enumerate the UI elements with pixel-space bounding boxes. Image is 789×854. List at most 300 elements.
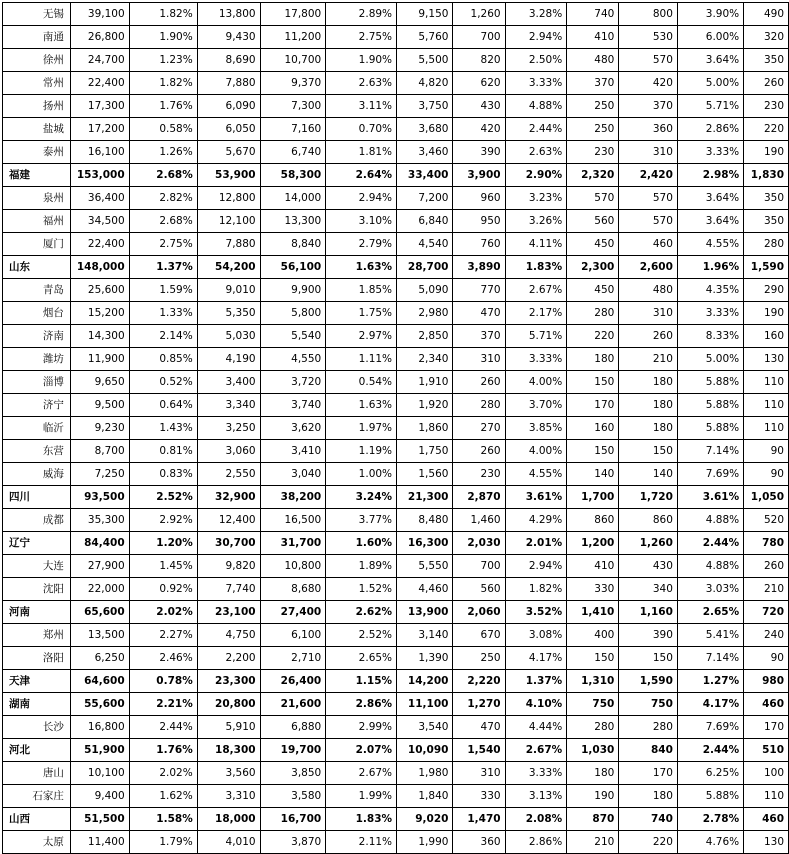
value-cell: 2,550 — [197, 463, 260, 486]
value-cell: 4.11% — [505, 233, 567, 256]
city-name-cell: 南通 — [3, 26, 71, 49]
value-cell: 250 — [567, 95, 619, 118]
value-cell: 2.64% — [326, 164, 397, 187]
table-row — [3, 233, 789, 256]
value-cell: 2,420 — [619, 164, 678, 187]
value-cell: 270 — [453, 417, 505, 440]
value-cell: 2.99% — [326, 716, 397, 739]
value-cell: 2,980 — [397, 302, 453, 325]
value-cell: 19,700 — [260, 739, 326, 762]
value-cell: 2.79% — [326, 233, 397, 256]
value-cell: 4.35% — [677, 279, 743, 302]
table-row — [3, 785, 789, 808]
value-cell: 2,030 — [453, 532, 505, 555]
value-cell: 720 — [744, 601, 789, 624]
city-name-cell: 成都 — [3, 509, 71, 532]
value-cell: 24,700 — [70, 49, 129, 72]
value-cell: 3.90% — [677, 3, 743, 26]
value-cell: 21,600 — [260, 693, 326, 716]
value-cell: 860 — [619, 509, 678, 532]
value-cell: 35,300 — [70, 509, 129, 532]
value-cell: 2.44% — [677, 532, 743, 555]
value-cell: 3.10% — [326, 210, 397, 233]
value-cell: 7.69% — [677, 463, 743, 486]
value-cell: 280 — [744, 233, 789, 256]
value-cell: 3.64% — [677, 210, 743, 233]
value-cell: 2.44% — [677, 739, 743, 762]
city-name-cell: 石家庄 — [3, 785, 71, 808]
value-cell: 2.94% — [505, 555, 567, 578]
value-cell: 0.92% — [129, 578, 197, 601]
value-cell: 4,010 — [197, 831, 260, 854]
value-cell: 15,200 — [70, 302, 129, 325]
region-name-cell: 河北 — [3, 739, 71, 762]
value-cell: 2.82% — [129, 187, 197, 210]
value-cell: 1.83% — [326, 808, 397, 831]
value-cell: 210 — [744, 578, 789, 601]
table-row — [3, 72, 789, 95]
value-cell: 4.17% — [677, 693, 743, 716]
value-cell: 350 — [744, 187, 789, 210]
value-cell: 4.29% — [505, 509, 567, 532]
value-cell: 3.11% — [326, 95, 397, 118]
value-cell: 32,900 — [197, 486, 260, 509]
city-name-cell: 潍坊 — [3, 348, 71, 371]
value-cell: 54,200 — [197, 256, 260, 279]
table-row — [3, 578, 789, 601]
value-cell: 1,700 — [567, 486, 619, 509]
value-cell: 4,190 — [197, 348, 260, 371]
value-cell: 1.37% — [129, 256, 197, 279]
value-cell: 260 — [619, 325, 678, 348]
table-row — [3, 624, 789, 647]
value-cell: 3,890 — [453, 256, 505, 279]
value-cell: 90 — [744, 463, 789, 486]
value-cell: 17,200 — [70, 118, 129, 141]
value-cell: 10,700 — [260, 49, 326, 72]
value-cell: 7,200 — [397, 187, 453, 210]
value-cell: 9,430 — [197, 26, 260, 49]
value-cell: 0.83% — [129, 463, 197, 486]
value-cell: 220 — [619, 831, 678, 854]
value-cell: 11,900 — [70, 348, 129, 371]
value-cell: 9,400 — [70, 785, 129, 808]
value-cell: 800 — [619, 3, 678, 26]
value-cell: 180 — [567, 348, 619, 371]
value-cell: 290 — [744, 279, 789, 302]
value-cell: 700 — [453, 555, 505, 578]
value-cell: 5,670 — [197, 141, 260, 164]
value-cell: 4,460 — [397, 578, 453, 601]
value-cell: 6,250 — [70, 647, 129, 670]
value-cell: 2.02% — [129, 601, 197, 624]
value-cell: 3.03% — [677, 578, 743, 601]
value-cell: 2.68% — [129, 164, 197, 187]
value-cell: 180 — [619, 417, 678, 440]
city-name-cell: 洛阳 — [3, 647, 71, 670]
value-cell: 3.33% — [677, 141, 743, 164]
value-cell: 2.62% — [326, 601, 397, 624]
value-cell: 16,800 — [70, 716, 129, 739]
value-cell: 1,750 — [397, 440, 453, 463]
value-cell: 9,370 — [260, 72, 326, 95]
table-row-region — [3, 601, 789, 624]
value-cell: 5,030 — [197, 325, 260, 348]
value-cell: 1.19% — [326, 440, 397, 463]
table-row — [3, 509, 789, 532]
value-cell: 3,900 — [453, 164, 505, 187]
table-row — [3, 647, 789, 670]
value-cell: 36,400 — [70, 187, 129, 210]
value-cell: 2.63% — [505, 141, 567, 164]
value-cell: 2.94% — [505, 26, 567, 49]
value-cell: 11,200 — [260, 26, 326, 49]
value-cell: 390 — [453, 141, 505, 164]
value-cell: 26,400 — [260, 670, 326, 693]
value-cell: 1.15% — [326, 670, 397, 693]
table-row-region — [3, 164, 789, 187]
value-cell: 2,870 — [453, 486, 505, 509]
value-cell: 3.13% — [505, 785, 567, 808]
value-cell: 110 — [744, 785, 789, 808]
table-row — [3, 95, 789, 118]
value-cell: 5.88% — [677, 394, 743, 417]
value-cell: 230 — [567, 141, 619, 164]
value-cell: 27,400 — [260, 601, 326, 624]
value-cell: 2.08% — [505, 808, 567, 831]
value-cell: 2.67% — [326, 762, 397, 785]
table-row — [3, 716, 789, 739]
value-cell: 2,220 — [453, 670, 505, 693]
value-cell: 310 — [453, 762, 505, 785]
value-cell: 6.25% — [677, 762, 743, 785]
value-cell: 4.88% — [505, 95, 567, 118]
value-cell: 5.41% — [677, 624, 743, 647]
value-cell: 840 — [619, 739, 678, 762]
value-cell: 3,310 — [197, 785, 260, 808]
value-cell: 34,500 — [70, 210, 129, 233]
value-cell: 4,550 — [260, 348, 326, 371]
value-cell: 9,020 — [397, 808, 453, 831]
value-cell: 1.59% — [129, 279, 197, 302]
value-cell: 8,700 — [70, 440, 129, 463]
value-cell: 2.21% — [129, 693, 197, 716]
value-cell: 1,270 — [453, 693, 505, 716]
value-cell: 1,990 — [397, 831, 453, 854]
value-cell: 260 — [744, 555, 789, 578]
value-cell: 2.86% — [677, 118, 743, 141]
value-cell: 7.69% — [677, 716, 743, 739]
value-cell: 5,500 — [397, 49, 453, 72]
value-cell: 4,540 — [397, 233, 453, 256]
value-cell: 2,340 — [397, 348, 453, 371]
city-name-cell: 威海 — [3, 463, 71, 486]
value-cell: 1.83% — [505, 256, 567, 279]
value-cell: 51,500 — [70, 808, 129, 831]
value-cell: 390 — [619, 624, 678, 647]
value-cell: 3.52% — [505, 601, 567, 624]
value-cell: 150 — [567, 440, 619, 463]
value-cell: 2.86% — [326, 693, 397, 716]
value-cell: 22,400 — [70, 233, 129, 256]
value-cell: 4.88% — [677, 509, 743, 532]
table-row — [3, 141, 789, 164]
value-cell: 1.99% — [326, 785, 397, 808]
value-cell: 0.70% — [326, 118, 397, 141]
value-cell: 460 — [744, 693, 789, 716]
value-cell: 770 — [453, 279, 505, 302]
value-cell: 9,900 — [260, 279, 326, 302]
value-cell: 1,590 — [619, 670, 678, 693]
value-cell: 6,840 — [397, 210, 453, 233]
value-cell: 56,100 — [260, 256, 326, 279]
value-cell: 1.90% — [129, 26, 197, 49]
value-cell: 12,400 — [197, 509, 260, 532]
value-cell: 2.01% — [505, 532, 567, 555]
region-name-cell: 湖南 — [3, 693, 71, 716]
city-name-cell: 盐城 — [3, 118, 71, 141]
value-cell: 5,760 — [397, 26, 453, 49]
value-cell: 5,800 — [260, 302, 326, 325]
table-row — [3, 440, 789, 463]
value-cell: 58,300 — [260, 164, 326, 187]
value-cell: 2.11% — [326, 831, 397, 854]
value-cell: 38,200 — [260, 486, 326, 509]
value-cell: 170 — [567, 394, 619, 417]
city-name-cell: 扬州 — [3, 95, 71, 118]
value-cell: 260 — [744, 72, 789, 95]
table-row — [3, 279, 789, 302]
value-cell: 350 — [744, 49, 789, 72]
value-cell: 2,850 — [397, 325, 453, 348]
value-cell: 3,400 — [197, 371, 260, 394]
value-cell: 1.63% — [326, 256, 397, 279]
value-cell: 3.28% — [505, 3, 567, 26]
table-row — [3, 187, 789, 210]
value-cell: 110 — [744, 394, 789, 417]
value-cell: 620 — [453, 72, 505, 95]
value-cell: 1,390 — [397, 647, 453, 670]
value-cell: 6,050 — [197, 118, 260, 141]
value-cell: 4.17% — [505, 647, 567, 670]
value-cell: 4.00% — [505, 371, 567, 394]
value-cell: 148,000 — [70, 256, 129, 279]
value-cell: 370 — [619, 95, 678, 118]
value-cell: 7.14% — [677, 440, 743, 463]
value-cell: 25,600 — [70, 279, 129, 302]
value-cell: 1.27% — [677, 670, 743, 693]
value-cell: 1,460 — [453, 509, 505, 532]
value-cell: 3,250 — [197, 417, 260, 440]
value-cell: 1.75% — [326, 302, 397, 325]
value-cell: 560 — [567, 210, 619, 233]
value-cell: 3.23% — [505, 187, 567, 210]
value-cell: 820 — [453, 49, 505, 72]
value-cell: 150 — [567, 371, 619, 394]
value-cell: 9,150 — [397, 3, 453, 26]
value-cell: 530 — [619, 26, 678, 49]
value-cell: 9,010 — [197, 279, 260, 302]
value-cell: 3,410 — [260, 440, 326, 463]
value-cell: 28,700 — [397, 256, 453, 279]
value-cell: 330 — [567, 578, 619, 601]
value-cell: 23,300 — [197, 670, 260, 693]
value-cell: 8,840 — [260, 233, 326, 256]
value-cell: 1.52% — [326, 578, 397, 601]
value-cell: 6,090 — [197, 95, 260, 118]
value-cell: 3,850 — [260, 762, 326, 785]
value-cell: 1.45% — [129, 555, 197, 578]
value-cell: 5,540 — [260, 325, 326, 348]
value-cell: 280 — [453, 394, 505, 417]
value-cell: 2.92% — [129, 509, 197, 532]
value-cell: 570 — [567, 187, 619, 210]
value-cell: 14,300 — [70, 325, 129, 348]
value-cell: 5.00% — [677, 348, 743, 371]
value-cell: 150 — [619, 440, 678, 463]
value-cell: 220 — [744, 118, 789, 141]
value-cell: 84,400 — [70, 532, 129, 555]
value-cell: 3.33% — [505, 72, 567, 95]
region-name-cell: 福建 — [3, 164, 71, 187]
table-row — [3, 325, 789, 348]
value-cell: 3,540 — [397, 716, 453, 739]
value-cell: 210 — [619, 348, 678, 371]
value-cell: 26,800 — [70, 26, 129, 49]
value-cell: 470 — [453, 302, 505, 325]
value-cell: 3.24% — [326, 486, 397, 509]
value-cell: 1,260 — [619, 532, 678, 555]
value-cell: 750 — [567, 693, 619, 716]
city-name-cell: 泉州 — [3, 187, 71, 210]
region-name-cell: 天津 — [3, 670, 71, 693]
table-row-region — [3, 532, 789, 555]
value-cell: 65,600 — [70, 601, 129, 624]
table-row — [3, 3, 789, 26]
value-cell: 1.90% — [326, 49, 397, 72]
value-cell: 1.11% — [326, 348, 397, 371]
value-cell: 3.64% — [677, 187, 743, 210]
value-cell: 570 — [619, 187, 678, 210]
value-cell: 20,800 — [197, 693, 260, 716]
value-cell: 420 — [453, 118, 505, 141]
value-cell: 560 — [453, 578, 505, 601]
value-cell: 5,550 — [397, 555, 453, 578]
value-cell: 5,090 — [397, 279, 453, 302]
value-cell: 110 — [744, 371, 789, 394]
value-cell: 260 — [453, 440, 505, 463]
value-cell: 22,000 — [70, 578, 129, 601]
value-cell: 1,830 — [744, 164, 789, 187]
value-cell: 7,250 — [70, 463, 129, 486]
value-cell: 93,500 — [70, 486, 129, 509]
value-cell: 180 — [619, 785, 678, 808]
value-cell: 1,310 — [567, 670, 619, 693]
value-cell: 10,800 — [260, 555, 326, 578]
value-cell: 16,300 — [397, 532, 453, 555]
value-cell: 3,060 — [197, 440, 260, 463]
value-cell: 14,200 — [397, 670, 453, 693]
value-cell: 6,100 — [260, 624, 326, 647]
table-row-region — [3, 808, 789, 831]
value-cell: 370 — [453, 325, 505, 348]
value-cell: 130 — [744, 831, 789, 854]
value-cell: 9,820 — [197, 555, 260, 578]
value-cell: 0.64% — [129, 394, 197, 417]
value-cell: 2,060 — [453, 601, 505, 624]
city-name-cell: 临沂 — [3, 417, 71, 440]
value-cell: 13,500 — [70, 624, 129, 647]
value-cell: 1.82% — [129, 72, 197, 95]
value-cell: 170 — [619, 762, 678, 785]
value-cell: 1,840 — [397, 785, 453, 808]
value-cell: 0.58% — [129, 118, 197, 141]
value-cell: 5.88% — [677, 371, 743, 394]
value-cell: 4.10% — [505, 693, 567, 716]
value-cell: 2.44% — [129, 716, 197, 739]
value-cell: 1.76% — [129, 95, 197, 118]
value-cell: 13,300 — [260, 210, 326, 233]
value-cell: 2.63% — [326, 72, 397, 95]
value-cell: 5.88% — [677, 417, 743, 440]
value-cell: 280 — [619, 716, 678, 739]
value-cell: 1.37% — [505, 670, 567, 693]
value-cell: 1,200 — [567, 532, 619, 555]
value-cell: 330 — [453, 785, 505, 808]
value-cell: 750 — [619, 693, 678, 716]
value-cell: 360 — [619, 118, 678, 141]
value-cell: 0.52% — [129, 371, 197, 394]
value-cell: 8,480 — [397, 509, 453, 532]
table-row — [3, 417, 789, 440]
value-cell: 21,300 — [397, 486, 453, 509]
city-name-cell: 徐州 — [3, 49, 71, 72]
value-cell: 16,700 — [260, 808, 326, 831]
value-cell: 160 — [567, 417, 619, 440]
value-cell: 7.14% — [677, 647, 743, 670]
value-cell: 1.60% — [326, 532, 397, 555]
table-row — [3, 49, 789, 72]
value-cell: 16,500 — [260, 509, 326, 532]
table-row-region — [3, 256, 789, 279]
value-cell: 340 — [619, 578, 678, 601]
value-cell: 2.78% — [677, 808, 743, 831]
value-cell: 6,740 — [260, 141, 326, 164]
value-cell: 9,500 — [70, 394, 129, 417]
table-row-region — [3, 693, 789, 716]
value-cell: 1,860 — [397, 417, 453, 440]
value-cell: 140 — [567, 463, 619, 486]
value-cell: 1.79% — [129, 831, 197, 854]
value-cell: 3,740 — [260, 394, 326, 417]
value-cell: 190 — [744, 141, 789, 164]
value-cell: 8,680 — [260, 578, 326, 601]
value-cell: 740 — [619, 808, 678, 831]
value-cell: 480 — [619, 279, 678, 302]
city-name-cell: 大连 — [3, 555, 71, 578]
value-cell: 460 — [744, 808, 789, 831]
value-cell: 3.33% — [505, 348, 567, 371]
region-name-cell: 山东 — [3, 256, 71, 279]
region-name-cell: 辽宁 — [3, 532, 71, 555]
value-cell: 7,740 — [197, 578, 260, 601]
value-cell: 8,690 — [197, 49, 260, 72]
value-cell: 310 — [619, 302, 678, 325]
value-cell: 320 — [744, 26, 789, 49]
value-cell: 1,260 — [453, 3, 505, 26]
value-cell: 2,200 — [197, 647, 260, 670]
value-cell: 2.14% — [129, 325, 197, 348]
